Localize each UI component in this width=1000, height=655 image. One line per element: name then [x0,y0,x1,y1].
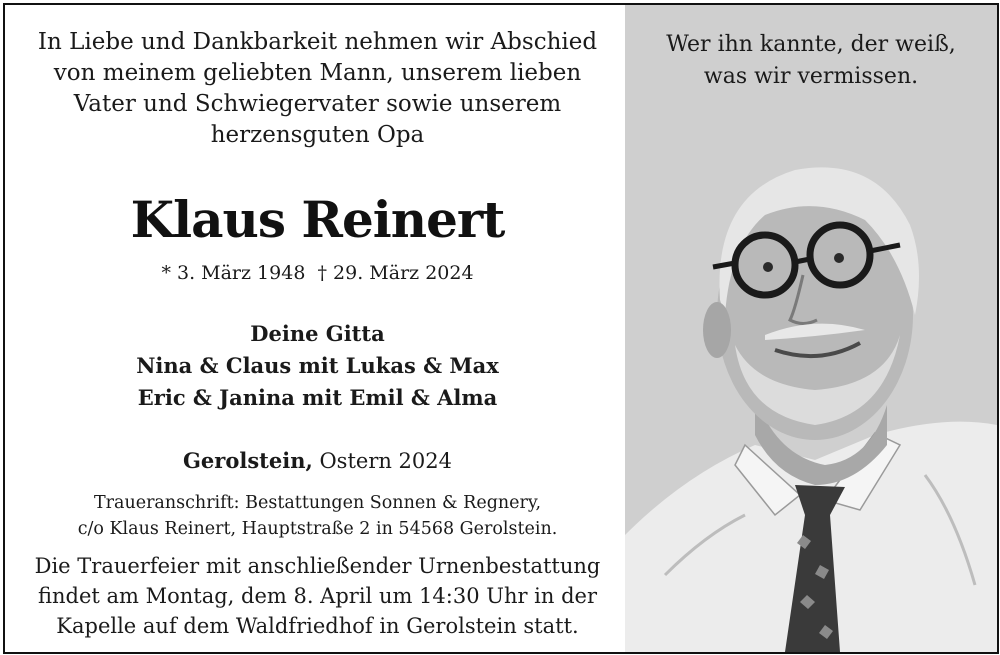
occasion: Ostern 2024 [312,449,452,473]
obituary-notice [3,3,999,654]
memorial-quote [625,29,997,93]
service-line: findet am Montag, dem 8. April um 14:30 Uhr in der [37,584,598,608]
portrait-photo-icon [625,115,997,652]
intro-line: herzensguten Opa [210,122,425,148]
life-dates: * 3. März 1948 † 29. März 2024 [161,262,474,284]
family-list [5,318,630,414]
place-date [5,446,630,476]
place-name: Gerolstein, [182,448,313,473]
service-line: Die Trauerfeier mit anschließender Urnenbestattung [34,554,601,578]
photo-column [625,5,997,652]
intro-line: In Liebe und Dankbarkeit nehmen wir Abschied [37,29,598,55]
service-line: Kapelle auf dem Waldfriedhof in Gerolstein statt. [56,614,579,638]
family-line: Eric & Janina mit Emil & Alma [137,385,498,410]
address-line: c/o Klaus Reinert, Hauptstraße 2 in 54568 Gerolstein. [77,519,558,539]
family-line: Nina & Claus mit Lukas & Max [136,353,499,378]
family-line: Deine Gitta [250,321,385,346]
mourning-address [5,490,630,542]
text-column [5,5,630,652]
intro-line: von meinem geliebten Mann, unserem lieben [53,60,582,86]
deceased-name: Klaus Reinert [130,190,505,249]
intro-line: Vater und Schwiegervater sowie unserem [73,91,562,117]
quote-line: was wir vermissen. [703,64,919,89]
service-info [5,551,630,641]
address-line: Traueranschrift: Bestattungen Sonnen & Regnery, [93,493,542,513]
quote-line: Wer ihn kannte, der weiß, [666,32,956,57]
intro-text [5,27,630,151]
